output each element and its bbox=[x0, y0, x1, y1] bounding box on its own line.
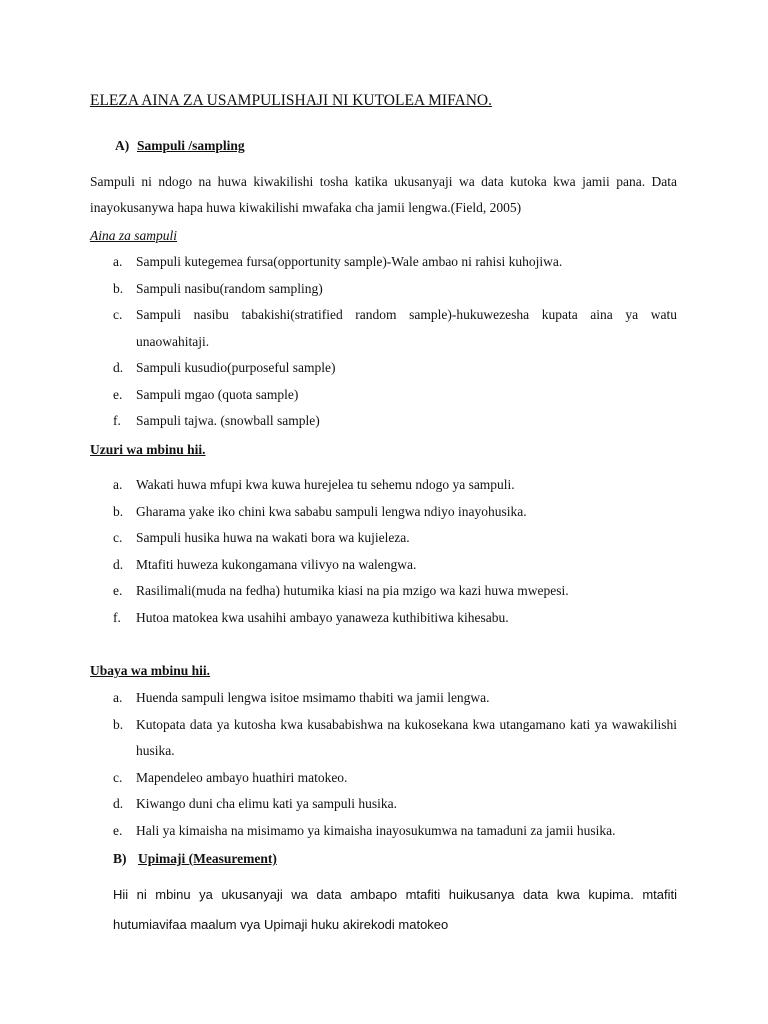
list-item-text: Gharama yake iko chini kwa sababu sampuli lengwa ndiyo inayohusika. bbox=[136, 503, 527, 519]
list-marker: f. bbox=[113, 413, 121, 428]
list-marker: d. bbox=[113, 796, 124, 811]
intro-paragraph: Sampuli ni ndogo na huwa kiwakilishi tosha katika ukusanyaji wa data kutoka kwa jamii pana. Data inayokusanywa hapa huwa kiwakilishi mwafaka cha jamii lengwa.(Field, 2005) bbox=[90, 174, 677, 215]
list-item bbox=[113, 712, 677, 765]
list-item-text: Sampuli tajwa. (snowball sample) bbox=[136, 413, 320, 428]
list-item-text: Mtafiti huweza kukongamana vilivyo na walengwa. bbox=[136, 556, 417, 572]
list-marker: b. bbox=[113, 503, 124, 519]
list-item bbox=[113, 525, 677, 552]
list-item-text: Rasilimali(muda na fedha) hutumika kiasi na pia mzigo wa kazi huwa mwepesi. bbox=[136, 583, 569, 598]
list-marker: a. bbox=[113, 477, 123, 492]
advantages-heading: Uzuri wa mbinu hii. bbox=[90, 442, 206, 457]
list-item-text: Sampuli nasibu(random sampling) bbox=[136, 280, 323, 296]
list-item bbox=[113, 472, 677, 499]
list-marker: d. bbox=[113, 556, 124, 572]
disadvantages-list bbox=[113, 685, 677, 844]
advantages-list bbox=[113, 472, 677, 631]
list-item bbox=[113, 685, 677, 712]
list-item-text: Huenda sampuli lengwa isitoe msimamo thabiti wa jamii lengwa. bbox=[136, 690, 490, 705]
types-list bbox=[113, 249, 677, 435]
list-marker: a. bbox=[113, 254, 123, 269]
document-title: ELEZA AINA ZA USAMPULISHAJI NI KUTOLEA MIFANO. bbox=[90, 92, 493, 109]
measurement-paragraph bbox=[113, 880, 677, 940]
list-item bbox=[113, 249, 677, 276]
list-marker: e. bbox=[113, 386, 123, 402]
list-item bbox=[113, 408, 677, 435]
list-item bbox=[113, 552, 677, 579]
list-item bbox=[113, 302, 677, 355]
list-item-text: Sampuli husika huwa na wakati bora wa kujieleza. bbox=[136, 530, 410, 545]
disadvantages-heading: Ubaya wa mbinu hii. bbox=[90, 663, 211, 678]
list-item bbox=[113, 791, 677, 818]
list-marker: c. bbox=[113, 530, 123, 545]
list-item-text: Sampuli kusudio(purposeful sample) bbox=[136, 360, 336, 375]
section-b-heading bbox=[113, 850, 277, 868]
list-marker: b. bbox=[113, 716, 124, 732]
list-item-text: Wakati huwa mfupi kwa kuwa hurejelea tu sehemu ndogo ya sampuli. bbox=[136, 477, 515, 492]
section-a-heading bbox=[115, 137, 245, 155]
list-item bbox=[113, 765, 677, 792]
list-marker: c. bbox=[113, 307, 123, 322]
measurement-text: Hii ni mbinu ya ukusanyaji wa data ambapo mtafiti huikusanya data kwa kupima. mtafiti hutumiavifaa maalum vya Upimaji huku akirekodi matokeo bbox=[113, 887, 677, 932]
list-item bbox=[113, 578, 677, 605]
list-item-text: Hali ya kimaisha na misimamo ya kimaisha inayosukumwa na tamaduni za jamii husika. bbox=[136, 822, 616, 838]
list-item-text: Hutoa matokea kwa usahihi ambayo yanaweza kuthibitiwa kihesabu. bbox=[136, 609, 509, 625]
list-item-text: Kutopata data ya kutosha kwa kusababishwa na kukosekana kwa utangamano kati ya wawakilishi husika. bbox=[136, 716, 677, 758]
section-a-label: A) bbox=[115, 138, 130, 153]
list-marker: e. bbox=[113, 822, 123, 838]
list-marker: f. bbox=[113, 609, 121, 625]
section-b-title: Upimaji (Measurement) bbox=[138, 851, 277, 866]
list-item-text: Sampuli kutegemea fursa(opportunity sample)-Wale ambao ni rahisi kuhojiwa. bbox=[136, 254, 563, 269]
list-marker: a. bbox=[113, 690, 123, 705]
list-marker: b. bbox=[113, 280, 124, 296]
list-item-text: Sampuli nasibu tabakishi(stratified random sample)-hukuwezesha kupata aina ya watu unaowahitaji. bbox=[136, 307, 677, 349]
list-marker: d. bbox=[113, 360, 124, 375]
list-item bbox=[113, 818, 677, 845]
list-item bbox=[113, 382, 677, 409]
section-b-label: B) bbox=[113, 851, 127, 866]
list-marker: e. bbox=[113, 583, 123, 598]
list-item bbox=[113, 605, 677, 632]
list-item bbox=[113, 355, 677, 382]
list-marker: c. bbox=[113, 769, 123, 785]
list-item-text: Mapendeleo ambayo huathiri matokeo. bbox=[136, 769, 348, 785]
list-item bbox=[113, 499, 677, 526]
list-item-text: Sampuli mgao (quota sample) bbox=[136, 386, 299, 402]
section-a-title: Sampuli /sampling bbox=[137, 138, 245, 153]
list-item-text: Kiwango duni cha elimu kati ya sampuli husika. bbox=[136, 796, 397, 811]
list-item bbox=[113, 276, 677, 303]
types-heading: Aina za sampuli bbox=[90, 228, 178, 243]
